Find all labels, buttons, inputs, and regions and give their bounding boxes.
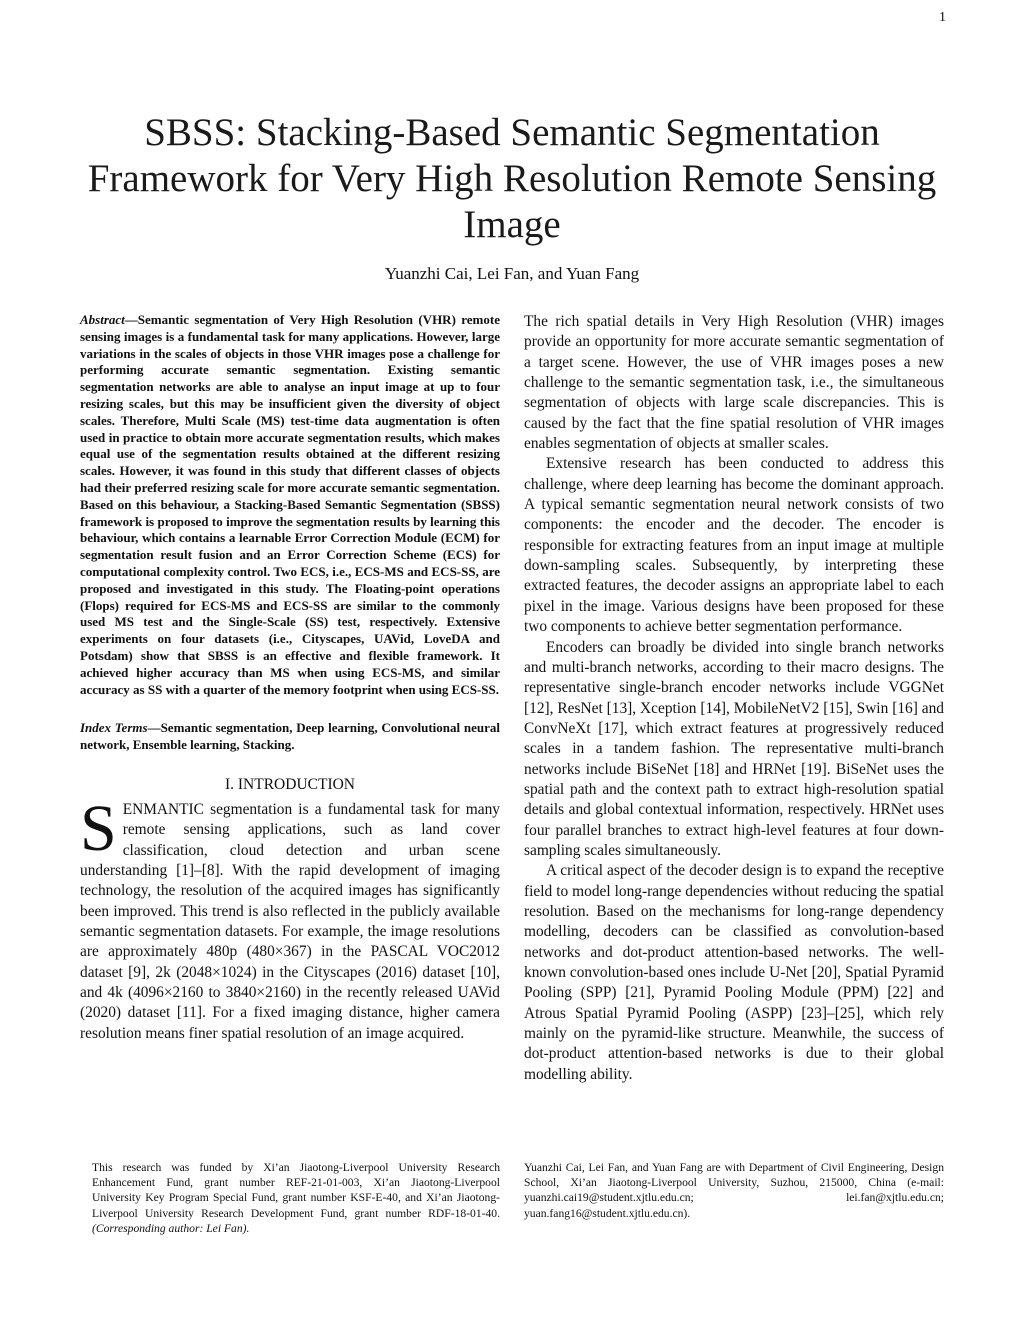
abstract [80,312,500,698]
funding-footnote [92,1160,500,1236]
drop-cap: S [80,791,117,865]
intro-paragraph-5: A critical aspect of the decoder design is to expand the receptive field to model long-range dependencies without reducing the spatial resolution. Based on the mechanisms for long-range dependency modelling, decoders can be classified as convolution-based networks and dot-product attention-based networks. The well-known convolution-based ones include U-Net [20], Spatial Pyramid Pooling (SPP) [21], Pyramid Pooling Module (PPM) [22] and Atrous Spatial Pyramid Pooling (ASPP) [23]–[25], which rely mainly on the pyramid-like structure. Meanwhile, the success of dot-product attention-based networks is due to their global modelling ability. [524,862,944,1083]
paper-title: SBSS: Stacking-Based Semantic Segmentation Framework for Very High Resolution Remote Sensing Image [87,111,937,246]
affiliation-text: Yuanzhi Cai, Lei Fan, and Yuan Fang are with Department of Civil Engineering, Design School, Xi’an Jiaotong-Liverpool University, Suzhou, 215000, China (e-mail: yuanzhi.cai19@student.xjtlu.edu.cn; lei.fan@xjtlu.edu.cn; yuan.fang16@student.xjtlu.edu.cn). [524,1161,944,1220]
right-column [524,312,944,1085]
section-heading: I. INTRODUCTION [224,775,355,793]
intro-paragraph-4: Encoders can broadly be divided into single branch networks and multi-branch networks, according to their macro designs. The representative single-branch encoder networks include VGGNet [12], ResNet [13], Xception [14], MobileNetV2 [15], Swin [16] and ConvNeXt [17], which extract features at progressively reduced scales in a tandem fashion. The representative multi-branch networks include BiSeNet [18] and HRNet [19]. BiSeNet uses the spatial path and the context path to extract high-resolution spatial details and global contextual information, respectively. HRNet uses four parallel branches to extract high-level features at four down-sampling scales simultaneously. [524,638,944,859]
affiliation-footnote [524,1160,944,1221]
funding-text: This research was funded by Xi’an Jiaotong-Liverpool University Research Enhancement Fund, grant number REF-21-01-003, Xi’an Jiaotong-Liverpool University Key Program Special Fund, grant number KSF-E-40, and Xi’an Jiaotong-Liverpool University Research Development Fund, grant number RDF-18-01-40. [92,1161,500,1220]
corresponding-author: (Corresponding author: Lei Fan). [92,1221,250,1235]
intro-paragraph-1 [80,791,500,1044]
abstract-text: —Semantic segmentation of Very High Resolution (VHR) remote sensing images is a fundamental task for many applications. However, large variations in the scales of objects in those VHR images pose a challenge for performing accurate semantic segmentation. Existing semantic segmentation networks are able to analyse an input image at up to four resizing scales, but this may be insufficient given the diversity of object scales. Therefore, Multi Scale (MS) test-time data augmentation is often used in practice to obtain more accurate segmentation results, which makes equal use of the segmentation results obtained at the different resizing scales. However, it was found in this study that different classes of objects had their preferred resizing scale for more accurate semantic segmentation. Based on this behaviour, a Stacking-Based Semantic Segmentation (SBSS) framework is proposed to improve the segmentation results by learning this behaviour, which contains a learnable Error Correction Module (ECM) for segmentation result fusion and an Error Correction Scheme (ECS) for computational complexity control. Two ECS, i.e., ECS-MS and ECS-SS, are proposed and investigated in this study. The Floating-point operations (Flops) required for ECS-MS and ECS-SS are similar to the commonly used MS test and the Single-Scale (SS) test, respectively. Extensive experiments on four datasets (i.e., Cityscapes, UAVid, LoveDA and Potsdam) show that SBSS is an effective and flexible framework. It achieved higher accuracy than MS when using ECS-MS, and similar accuracy as SS with a quarter of the memory footprint when using ECS-SS. [80,312,500,697]
intro-paragraph-3: Extensive research has been conducted to address this challenge, where deep learning has become the dominant approach. A typical semantic segmentation neural network consists of two components: the encoder and the decoder. The encoder is responsible for extracting features from an input image at multiple down-sampling scales. Subsequently, by interpreting these extracted features, the decoder assigns an appropriate label to each pixel in the image. Various designs have been proposed for these two components to achieve better segmentation performance. [524,455,944,636]
page-number: 1 [939,10,946,25]
abstract-label: Abstract [80,312,125,327]
index-terms [80,720,500,754]
index-terms-label: Index Terms [80,720,148,736]
intro-body-left [80,791,500,1044]
intro-paragraph-2: The rich spatial details in Very High Resolution (VHR) images provide an opportunity for more accurate semantic segmentation of a target scene. However, the use of VHR images poses a new challenge to the semantic segmentation task, i.e., the simultaneous segmentation of objects with large scale discrepancies. This is caused by the fact that the fine spatial resolution of VHR images enables segmentation of objects at smaller scales. [524,313,944,453]
author-list: Yuanzhi Cai, Lei Fan, and Yuan Fang [384,264,640,283]
intro-paragraph-1-text: ENMANTIC segmentation is a fundamental task for many remote sensing applications, such as land cover classification, cloud detection and urban scene understanding [1]–[8]. With the rapid development of imaging technology, the resolution of the acquired images has significantly been improved. This trend is also reflected in the publicly available semantic segmentation datasets. For example, the image resolutions are approximately 480p (480×367) in the PASCAL VOC2012 dataset [9], 2k (2048×1024) in the Cityscapes (2016) dataset [10], and 4k (4096×2160 to 3840×2160) in the recently released UAVid (2020) dataset [11]. For a fixed imaging distance, higher camera resolution means finer spatial resolution of an image acquired. [80,800,500,1042]
index-terms-text: —Semantic segmentation, Deep learning, Convolutional neural network, Ensemble learning, Stacking. [80,720,500,753]
left-column [80,312,500,1044]
intro-body-right [524,312,944,1085]
